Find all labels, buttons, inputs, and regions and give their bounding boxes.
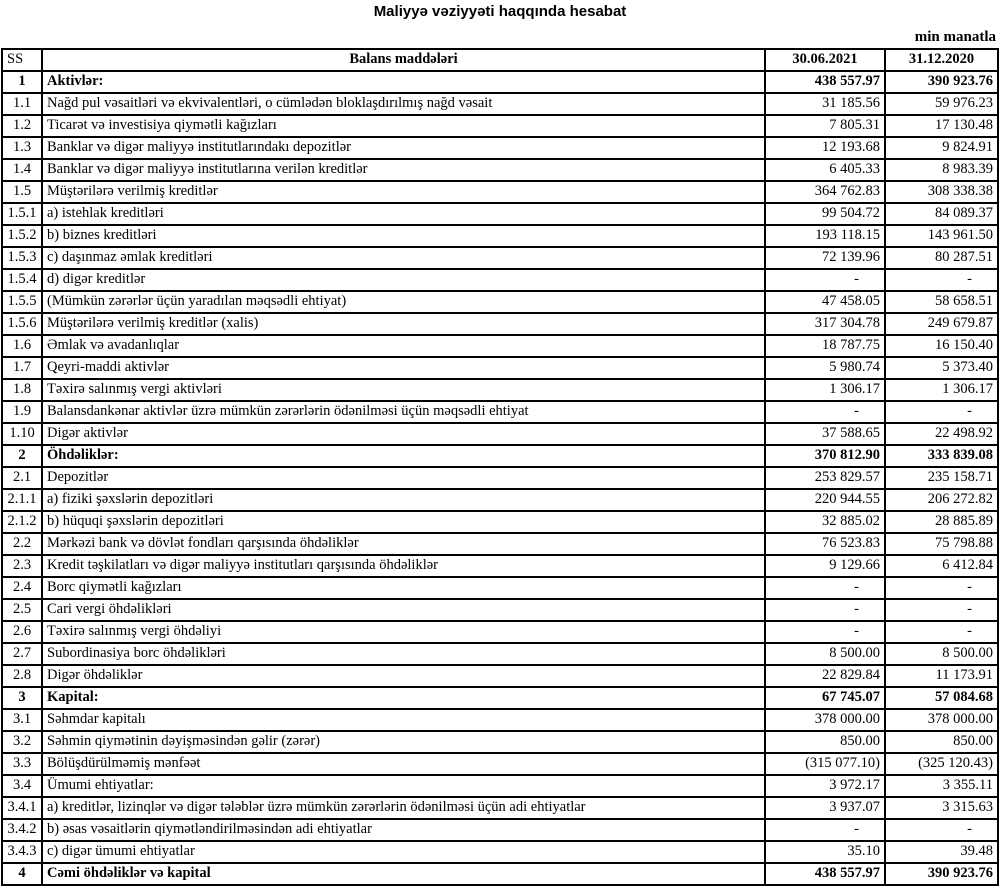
row-value-2021: 35.10 bbox=[765, 841, 885, 863]
row-ss: 1.9 bbox=[2, 401, 42, 423]
row-item: Ümumi ehtiyatlar: bbox=[42, 775, 765, 797]
header-col-2021: 30.06.2021 bbox=[765, 49, 885, 71]
row-ss: 1.3 bbox=[2, 137, 42, 159]
row-item: Cari vergi öhdəlikləri bbox=[42, 599, 765, 621]
row-item: Digər aktivlər bbox=[42, 423, 765, 445]
row-ss: 2.3 bbox=[2, 555, 42, 577]
row-ss: 2.2 bbox=[2, 533, 42, 555]
row-ss: 2.8 bbox=[2, 665, 42, 687]
row-value-2020: (325 120.43) bbox=[885, 753, 998, 775]
row-item: a) fiziki şəxslərin depozitləri bbox=[42, 489, 765, 511]
table-row bbox=[2, 423, 998, 445]
header-col-2020: 31.12.2020 bbox=[885, 49, 998, 71]
row-item: b) hüquqi şəxslərin depozitləri bbox=[42, 511, 765, 533]
row-value-2020: 5 373.40 bbox=[885, 357, 998, 379]
row-item: a) istehlak kreditləri bbox=[42, 203, 765, 225]
row-ss: 3 bbox=[2, 687, 42, 709]
unit-note: min manatla bbox=[914, 29, 996, 45]
row-item: c) digər ümumi ehtiyatlar bbox=[42, 841, 765, 863]
row-ss: 2.1.2 bbox=[2, 511, 42, 533]
row-item: Banklar və digər maliyyə institutlarına verilən kreditlər bbox=[42, 159, 765, 181]
table-row bbox=[2, 115, 998, 137]
row-item: Əmlak və avadanlıqlar bbox=[42, 335, 765, 357]
table-row bbox=[2, 137, 998, 159]
row-value-2021: 7 805.31 bbox=[765, 115, 885, 137]
row-value-2020: 143 961.50 bbox=[885, 225, 998, 247]
row-value-2020: 390 923.76 bbox=[885, 71, 998, 93]
row-value-2020: 80 287.51 bbox=[885, 247, 998, 269]
row-item: Ticarət və investisiya qiymətli kağızları bbox=[42, 115, 765, 137]
row-value-2020: 1 306.17 bbox=[885, 379, 998, 401]
row-item: Aktivlər: bbox=[42, 71, 765, 93]
table-row bbox=[2, 467, 998, 489]
table-row bbox=[2, 247, 998, 269]
row-ss: 1 bbox=[2, 71, 42, 93]
table-row bbox=[2, 555, 998, 577]
row-ss: 1.5.1 bbox=[2, 203, 42, 225]
table-row bbox=[2, 379, 998, 401]
row-value-2021: 6 405.33 bbox=[765, 159, 885, 181]
row-value-2021: 3 937.07 bbox=[765, 797, 885, 819]
row-item: Qeyri-maddi aktivlər bbox=[42, 357, 765, 379]
table-row bbox=[2, 599, 998, 621]
row-item: Banklar və digər maliyyə institutlarındakı depozitlər bbox=[42, 137, 765, 159]
report-title: Maliyyə vəziyyəti haqqında hesabat bbox=[373, 3, 627, 20]
row-ss: 1.1 bbox=[2, 93, 42, 115]
row-value-2021: 438 557.97 bbox=[765, 863, 885, 885]
row-item: b) əsas vəsaitlərin qiymətləndirilməsindən adi ehtiyatlar bbox=[42, 819, 765, 841]
row-value-2020: 58 658.51 bbox=[885, 291, 998, 313]
row-value-2021: 31 185.56 bbox=[765, 93, 885, 115]
row-ss: 2.1 bbox=[2, 467, 42, 489]
row-item: (Mümkün zərərlər üçün yaradılan məqsədli ehtiyat) bbox=[42, 291, 765, 313]
row-ss: 2.5 bbox=[2, 599, 42, 621]
row-value-2021: - bbox=[765, 401, 885, 423]
row-value-2021: 72 139.96 bbox=[765, 247, 885, 269]
row-item: Öhdəliklər: bbox=[42, 445, 765, 467]
header-ss: SS bbox=[2, 49, 42, 71]
row-ss: 1.7 bbox=[2, 357, 42, 379]
table-row bbox=[2, 357, 998, 379]
row-item: Təxirə salınmış vergi öhdəliyi bbox=[42, 621, 765, 643]
row-item: Bölüşdürülməmiş mənfəət bbox=[42, 753, 765, 775]
row-value-2020: 308 338.38 bbox=[885, 181, 998, 203]
table-row bbox=[2, 753, 998, 775]
row-value-2020: - bbox=[885, 599, 998, 621]
table-row bbox=[2, 577, 998, 599]
table-row bbox=[2, 203, 998, 225]
row-item: Subordinasiya borc öhdəlikləri bbox=[42, 643, 765, 665]
row-ss: 2 bbox=[2, 445, 42, 467]
row-ss: 1.10 bbox=[2, 423, 42, 445]
row-value-2020: 57 084.68 bbox=[885, 687, 998, 709]
table-row bbox=[2, 93, 998, 115]
row-value-2020: 206 272.82 bbox=[885, 489, 998, 511]
table-row bbox=[2, 841, 998, 863]
table-row bbox=[2, 687, 998, 709]
table-row bbox=[2, 335, 998, 357]
row-value-2021: 220 944.55 bbox=[765, 489, 885, 511]
row-item: Balansdankənar aktivlər üzrə mümkün zərərlərin ödənilməsi üçün məqsədli ehtiyat bbox=[42, 401, 765, 423]
row-item: Digər öhdəliklər bbox=[42, 665, 765, 687]
row-value-2020: 333 839.08 bbox=[885, 445, 998, 467]
table-row bbox=[2, 71, 998, 93]
row-value-2020: 235 158.71 bbox=[885, 467, 998, 489]
row-ss: 1.5.4 bbox=[2, 269, 42, 291]
balance-sheet-table bbox=[1, 48, 999, 886]
row-item: c) daşınmaz əmlak kreditləri bbox=[42, 247, 765, 269]
row-value-2020: 390 923.76 bbox=[885, 863, 998, 885]
row-value-2021: - bbox=[765, 621, 885, 643]
row-ss: 3.4.3 bbox=[2, 841, 42, 863]
table-row bbox=[2, 269, 998, 291]
row-value-2020: 9 824.91 bbox=[885, 137, 998, 159]
row-value-2021: 18 787.75 bbox=[765, 335, 885, 357]
row-value-2020: 8 500.00 bbox=[885, 643, 998, 665]
table-row bbox=[2, 643, 998, 665]
row-ss: 3.4 bbox=[2, 775, 42, 797]
table-row bbox=[2, 797, 998, 819]
row-value-2021: 67 745.07 bbox=[765, 687, 885, 709]
row-value-2020: - bbox=[885, 577, 998, 599]
row-value-2020: 28 885.89 bbox=[885, 511, 998, 533]
row-item: d) digər kreditlər bbox=[42, 269, 765, 291]
row-item: Səhmdar kapitalı bbox=[42, 709, 765, 731]
row-value-2020: 249 679.87 bbox=[885, 313, 998, 335]
row-value-2020: 3 355.11 bbox=[885, 775, 998, 797]
row-value-2020: 378 000.00 bbox=[885, 709, 998, 731]
row-value-2021: 3 972.17 bbox=[765, 775, 885, 797]
row-item: Müştərilərə verilmiş kreditlər (xalis) bbox=[42, 313, 765, 335]
row-ss: 2.1.1 bbox=[2, 489, 42, 511]
row-value-2021: 253 829.57 bbox=[765, 467, 885, 489]
table-row bbox=[2, 775, 998, 797]
row-ss: 1.5 bbox=[2, 181, 42, 203]
row-value-2021: 32 885.02 bbox=[765, 511, 885, 533]
row-value-2021: 317 304.78 bbox=[765, 313, 885, 335]
row-ss: 3.2 bbox=[2, 731, 42, 753]
row-value-2020: 84 089.37 bbox=[885, 203, 998, 225]
row-value-2021: 193 118.15 bbox=[765, 225, 885, 247]
row-value-2020: 17 130.48 bbox=[885, 115, 998, 137]
row-item: Kredit təşkilatları və digər maliyyə institutları qarşısında öhdəliklər bbox=[42, 555, 765, 577]
table-header-row bbox=[2, 49, 998, 71]
row-value-2021: - bbox=[765, 269, 885, 291]
row-value-2021: 850.00 bbox=[765, 731, 885, 753]
row-item: a) kreditlər, lizinqlər və digər tələblər üzrə mümkün zərərlərin ödənilməsi üçün adi ehtiyatlar bbox=[42, 797, 765, 819]
row-item: Cəmi öhdəliklər və kapital bbox=[42, 863, 765, 885]
table-row bbox=[2, 401, 998, 423]
table-row bbox=[2, 181, 998, 203]
table-row bbox=[2, 313, 998, 335]
row-ss: 1.5.5 bbox=[2, 291, 42, 313]
row-item: b) biznes kreditləri bbox=[42, 225, 765, 247]
table-row bbox=[2, 665, 998, 687]
table-row bbox=[2, 819, 998, 841]
row-ss: 2.7 bbox=[2, 643, 42, 665]
row-item: Müştərilərə verilmiş kreditlər bbox=[42, 181, 765, 203]
row-item: Təxirə salınmış vergi aktivləri bbox=[42, 379, 765, 401]
row-value-2020: - bbox=[885, 621, 998, 643]
header-item: Balans maddələri bbox=[42, 49, 765, 71]
row-ss: 2.4 bbox=[2, 577, 42, 599]
row-item: Mərkəzi bank və dövlət fondları qarşısında öhdəliklər bbox=[42, 533, 765, 555]
row-value-2020: 850.00 bbox=[885, 731, 998, 753]
table-row bbox=[2, 489, 998, 511]
row-value-2021: - bbox=[765, 819, 885, 841]
table-row bbox=[2, 291, 998, 313]
table-row bbox=[2, 533, 998, 555]
row-ss: 2.6 bbox=[2, 621, 42, 643]
row-ss: 3.4.1 bbox=[2, 797, 42, 819]
row-value-2021: 76 523.83 bbox=[765, 533, 885, 555]
row-value-2020: - bbox=[885, 819, 998, 841]
table-row bbox=[2, 863, 998, 885]
row-ss: 3.4.2 bbox=[2, 819, 42, 841]
row-value-2020: 59 976.23 bbox=[885, 93, 998, 115]
row-value-2021: 12 193.68 bbox=[765, 137, 885, 159]
row-value-2021: 378 000.00 bbox=[765, 709, 885, 731]
row-value-2021: 8 500.00 bbox=[765, 643, 885, 665]
row-value-2020: 39.48 bbox=[885, 841, 998, 863]
row-item: Depozitlər bbox=[42, 467, 765, 489]
row-value-2021: 438 557.97 bbox=[765, 71, 885, 93]
row-ss: 1.6 bbox=[2, 335, 42, 357]
table-body bbox=[2, 71, 998, 885]
row-value-2020: 8 983.39 bbox=[885, 159, 998, 181]
row-value-2021: 37 588.65 bbox=[765, 423, 885, 445]
row-ss: 1.4 bbox=[2, 159, 42, 181]
table-row bbox=[2, 621, 998, 643]
table-row bbox=[2, 731, 998, 753]
row-item: Nağd pul vəsaitləri və ekvivalentləri, o cümlədən bloklaşdırılmış nağd vəsait bbox=[42, 93, 765, 115]
row-value-2021: (315 077.10) bbox=[765, 753, 885, 775]
table-row bbox=[2, 511, 998, 533]
row-ss: 3.3 bbox=[2, 753, 42, 775]
row-ss: 1.5.3 bbox=[2, 247, 42, 269]
row-value-2021: 47 458.05 bbox=[765, 291, 885, 313]
table-row bbox=[2, 709, 998, 731]
row-value-2020: - bbox=[885, 401, 998, 423]
row-ss: 1.5.6 bbox=[2, 313, 42, 335]
table-row bbox=[2, 225, 998, 247]
row-value-2020: - bbox=[885, 269, 998, 291]
table-row bbox=[2, 445, 998, 467]
row-item: Səhmin qiymətinin dəyişməsindən gəlir (zərər) bbox=[42, 731, 765, 753]
table-row bbox=[2, 159, 998, 181]
row-item: Borc qiymətli kağızları bbox=[42, 577, 765, 599]
row-value-2020: 22 498.92 bbox=[885, 423, 998, 445]
row-item: Kapital: bbox=[42, 687, 765, 709]
row-value-2020: 75 798.88 bbox=[885, 533, 998, 555]
row-value-2021: 1 306.17 bbox=[765, 379, 885, 401]
row-value-2021: 99 504.72 bbox=[765, 203, 885, 225]
row-value-2021: 5 980.74 bbox=[765, 357, 885, 379]
row-ss: 1.2 bbox=[2, 115, 42, 137]
row-value-2021: - bbox=[765, 577, 885, 599]
row-value-2021: 22 829.84 bbox=[765, 665, 885, 687]
row-value-2020: 3 315.63 bbox=[885, 797, 998, 819]
row-value-2020: 6 412.84 bbox=[885, 555, 998, 577]
row-value-2021: 364 762.83 bbox=[765, 181, 885, 203]
row-value-2020: 16 150.40 bbox=[885, 335, 998, 357]
row-ss: 1.8 bbox=[2, 379, 42, 401]
row-value-2021: 370 812.90 bbox=[765, 445, 885, 467]
row-ss: 3.1 bbox=[2, 709, 42, 731]
row-value-2020: 11 173.91 bbox=[885, 665, 998, 687]
row-ss: 1.5.2 bbox=[2, 225, 42, 247]
row-value-2021: 9 129.66 bbox=[765, 555, 885, 577]
row-value-2021: - bbox=[765, 599, 885, 621]
row-ss: 4 bbox=[2, 863, 42, 885]
